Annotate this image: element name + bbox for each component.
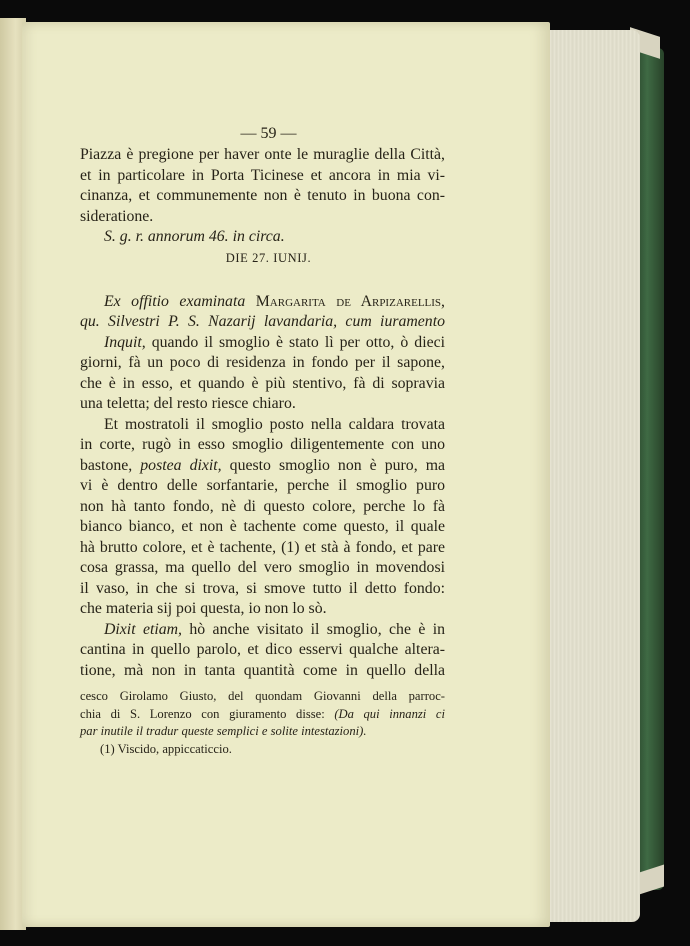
text-line: hà brutto colore, et è tachente, (1) et stà à fondo, et pare [80, 538, 445, 556]
date-heading: DIE 27. IUNIJ. [225, 250, 312, 265]
text-line: bastone, postea dixit, questo smoglio non è puro, ma [80, 456, 446, 474]
text-line: Dixit etiam, hò anche visitato il smoglio, che è in [104, 620, 445, 638]
text-line: Et mostratoli il smoglio posto nella caldara trovata [104, 415, 445, 433]
text-line: vi è dentro delle sorfantarie, perche il smoglio puro [80, 477, 445, 494]
text-line: et in particolare in Porta Ticinese et ancora in mia vi- [80, 166, 445, 184]
text-line: qu. Silvestri P. S. Nazarij lavandaria, cum iuramento [80, 313, 445, 330]
text-line: una teletta; del resto riesce chiaro. [80, 395, 296, 412]
page-edges [545, 30, 640, 922]
text-line: il vaso, in che si trova, si smove tutto il detto fondo: [80, 579, 445, 597]
footnotes [80, 688, 445, 758]
witness-name: Margarita de Arpizarellis, [255, 292, 445, 310]
main-text [80, 123, 445, 681]
text-line: bianco bianco, et non è tachente come questo, il quale [80, 518, 445, 535]
text-line: che materia sij poi questa, io non lo sò. [80, 600, 327, 617]
text-line: tione, mà non in tanta quantità come in quello della [80, 661, 445, 679]
text-line: che è in esso, et quando è più stentivo, fà di sopravia [80, 374, 445, 392]
text-line: Piazza è pregione per haver onte le muraglie della Città, [80, 146, 445, 163]
footnote-line: cesco Girolamo Giusto, del quondam Giovanni della parroc- [80, 689, 445, 703]
book-cover [636, 48, 664, 890]
page-number: — 59 — [240, 125, 297, 142]
age-line: S. g. r. annorum 46. in circa. [104, 228, 285, 245]
text-line: sideratione. [80, 207, 154, 225]
text-line: cosa grassa, ma quello del vero smoglio in movendosi [80, 559, 445, 576]
footnote-viscido: (1) Viscido, appiccaticcio. [100, 741, 232, 756]
text-line: Ex offitio examinata Margarita de Arpizarellis, [104, 292, 445, 310]
text-line: cantina in quello parolo, et dico esservi qualche altera- [80, 641, 445, 658]
footnote-line: par inutile il tradur queste semplici e solite intestazioni). [80, 724, 367, 739]
text-line: Inquit, quando il smoglio è stato lì per otto, ò dieci [104, 333, 445, 351]
footnote-line: chia di S. Lorenzo con giuramento disse: (Da qui innanzi ci [80, 706, 445, 721]
text-line: cinanza, et communemente non è tenuto in buona con- [80, 187, 445, 204]
text-line: non hà tanto fondo, nè di questo colore, perche lo fà [80, 497, 445, 515]
text-line: in corte, rugò in esso smoglio diligentemente con uno [80, 436, 445, 453]
text-line: giorni, fà un poco di residenza in fondo per il sapone, [80, 354, 445, 371]
